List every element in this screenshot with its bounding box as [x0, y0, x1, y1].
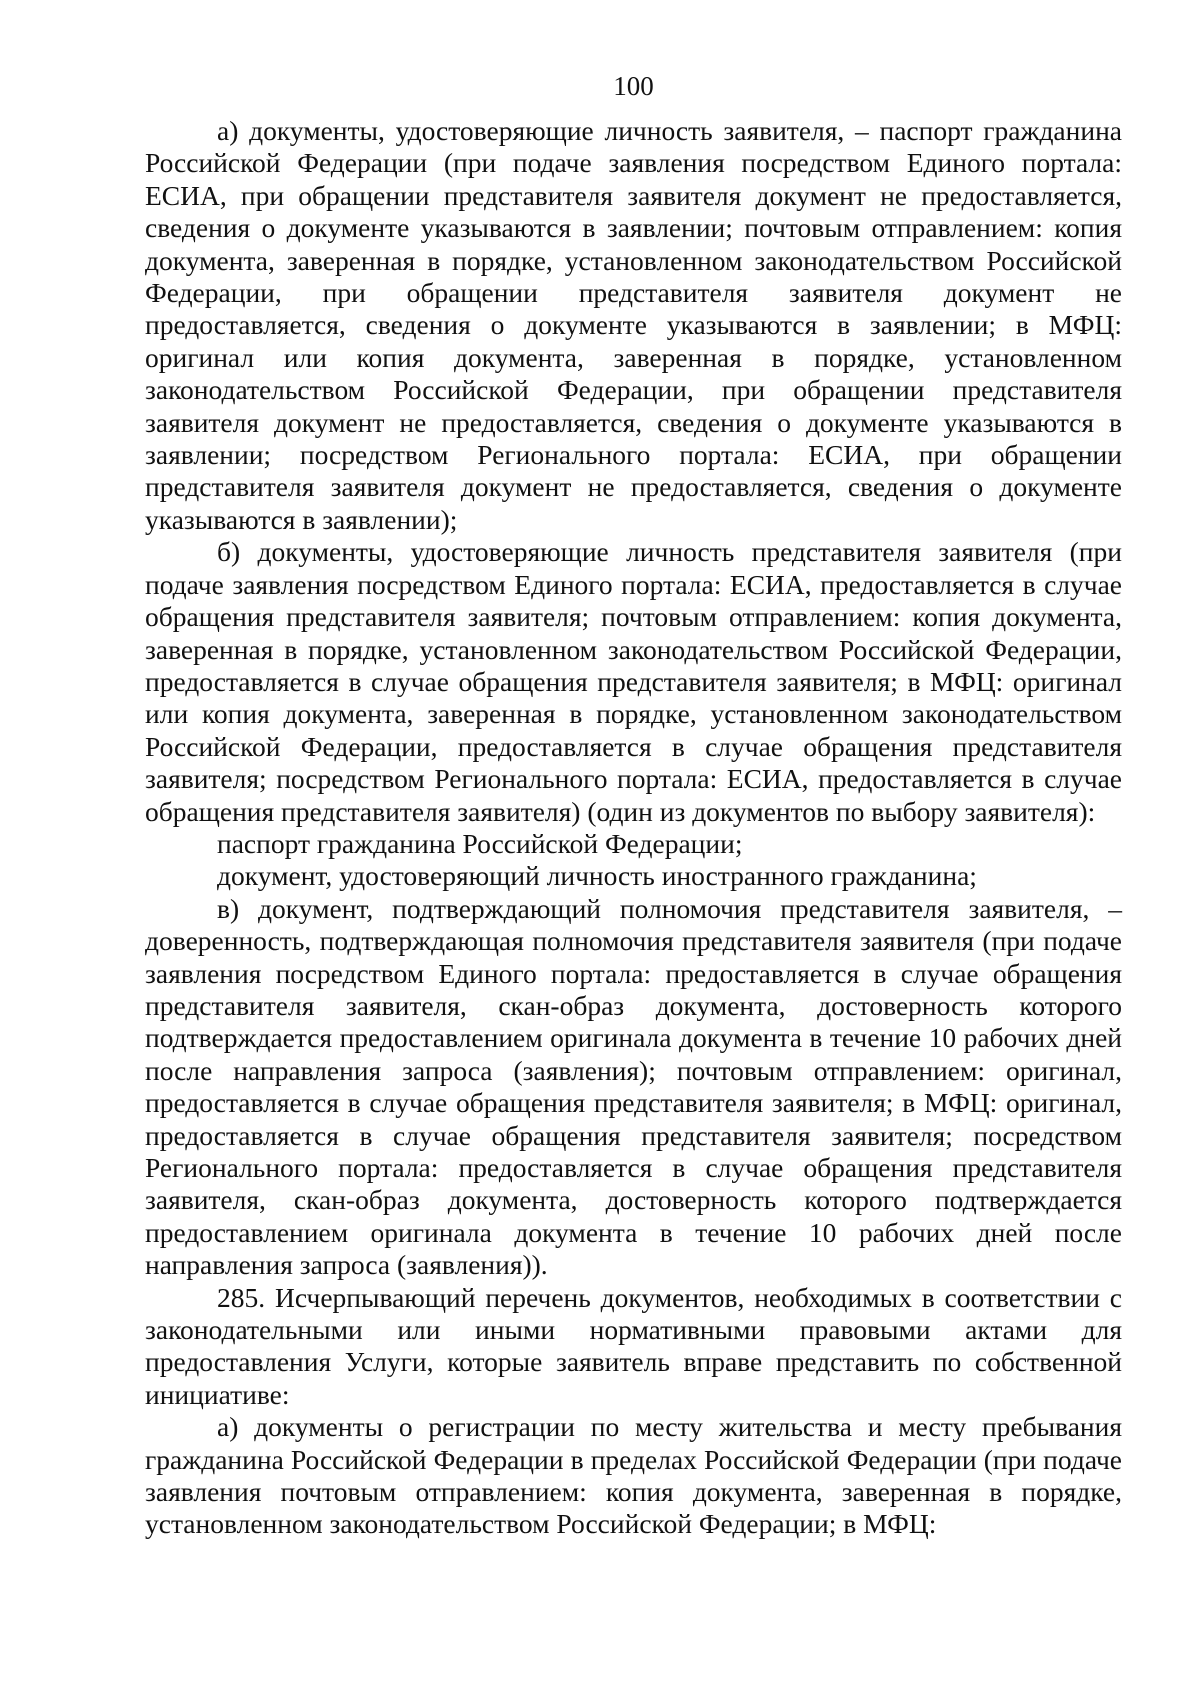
document-body [145, 115, 1122, 1541]
paragraph-a-identity-documents: а) документы, удостоверяющие личность заявителя, – паспорт гражданина Российской Федерации (при подаче заявления посредством Единого портала: ЕСИА, при обращении представителя заявителя документ не предоставляется, сведения о документе указываются в заявлении; почтовым отправлением: копия документа, заверенная в порядке, установленном законодательством Российской Федерации, при обращении представителя заявителя документ не предоставляется, сведения о документе указываются в заявлении; в МФЦ: оригинал или копия документа, заверенная в порядке, установленном законодательством Российской Федерации, при обращении представителя заявителя документ не предоставляется, сведения о документе указываются в заявлении; посредством Регионального портала: ЕСИА, при обращении представителя заявителя документ не предоставляется, сведения о документе указываются в заявлении); [145, 115, 1122, 535]
paragraph-b-representative-identity: б) документы, удостоверяющие личность представителя заявителя (при подаче заявления посредством Единого портала: ЕСИА, предоставляется в случае обращения представителя заявителя; почтовым отправлением: копия документа, заверенная в порядке, установленном законодательством Российской Федерации, предоставляется в случае обращения представителя заявителя; в МФЦ: оригинал или копия документа, заверенная в порядке, установленном законодательством Российской Федерации, предоставляется в случае обращения представителя заявителя; посредством Регионального портала: ЕСИА, предоставляется в случае обращения представителя заявителя) (один из документов по выбору заявителя): [145, 536, 1122, 827]
paragraph-a-registration-documents: а) документы о регистрации по месту жительства и месту пребывания гражданина Российской Федерации в пределах Российской Федерации (при подаче заявления почтовым отправлением: копия документа, заверенная в порядке, установленном законодательством Российской Федерации; в МФЦ: [145, 1411, 1122, 1540]
list-item-passport: паспорт гражданина Российской Федерации; [217, 827, 743, 859]
paragraph-v-power-of-attorney: в) документ, подтверждающий полномочия представителя заявителя, – доверенность, подтверждающая полномочия представителя заявителя (при подаче заявления посредством Единого портала: предоставляется в случае обращения представителя заявителя, скан-образ документа, достоверность которого подтверждается предоставлением оригинала документа в течение 10 рабочих дней после направления запроса (заявления); почтовым отправлением: оригинал, предоставляется в случае обращения представителя заявителя; в МФЦ: оригинал, предоставляется в случае обращения представителя заявителя; посредством Регионального портала: предоставляется в случае обращения представителя заявителя, скан-образ документа, достоверность которого подтверждается предоставлением оригинала документа в течение 10 рабочих дней после направления запроса (заявления)). [145, 892, 1122, 1281]
list-item-foreign-document: документ, удостоверяющий личность иностранного гражданина; [217, 860, 977, 892]
page-number: 100 [613, 71, 654, 101]
paragraph-285-heading: 285. Исчерпывающий перечень документов, необходимых в соответствии с законодательными или иными нормативными правовыми актами для предоставления Услуги, которые заявитель вправе представить по собственной инициативе: [145, 1281, 1122, 1410]
